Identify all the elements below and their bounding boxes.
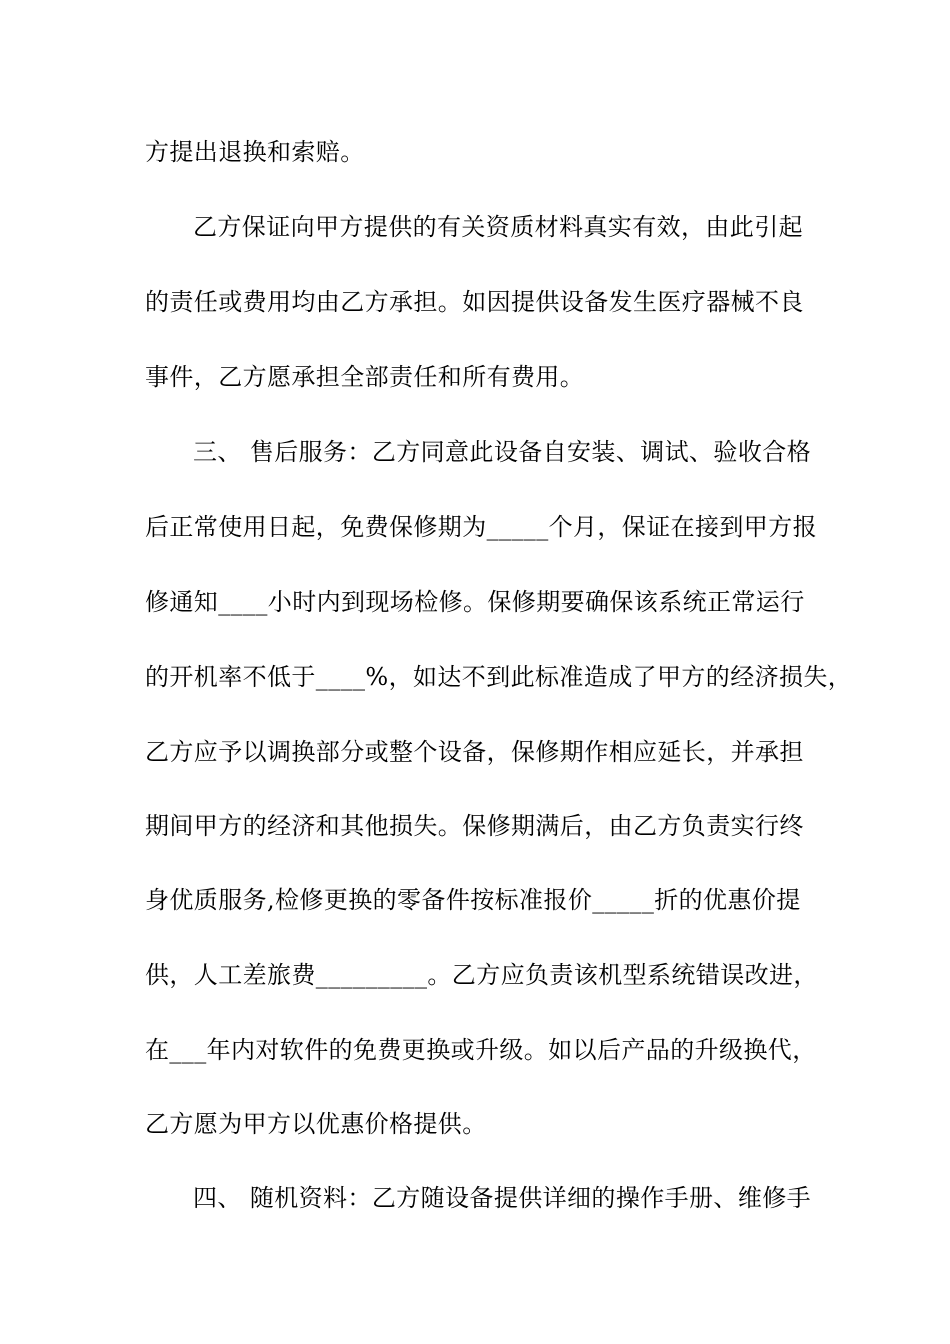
text-line: 在___年内对软件的免费更换或升级。如以后产品的升级换代， [145,1036,817,1064]
text-line: 乙方愿为甲方以优惠价格提供。 [145,1110,487,1138]
text-line: 身优质服务,检修更换的零备件按标准报价_____折的优惠价提 [145,886,801,914]
text-line: 乙方应予以调换部分或整个设备，保修期作相应延长，并承担 [145,738,804,766]
text-line: 供，人工差旅费_________。乙方应负责该机型系统错误改进， [145,961,818,989]
text-line: 期间甲方的经济和其他损失。保修期满后，由乙方负责实行终 [145,812,804,840]
text-line: 的开机率不低于____%，如达不到此标准造成了甲方的经济损失， [145,663,853,691]
text-line: 修通知____小时内到现场检修。保修期要确保该系统正常运行 [145,588,805,616]
text-line: 事件，乙方愿承担全部责任和所有费用。 [145,363,585,391]
paragraph-start-line: 乙方保证向甲方提供的有关资质材料真实有效，由此引起 [193,213,803,241]
text-line: 后正常使用日起，免费保修期为_____个月，保证在接到甲方报 [145,513,817,541]
section-heading-line: 四、 随机资料：乙方随设备提供详细的操作手册、维修手 [193,1184,812,1212]
text-line: 的责任或费用均由乙方承担。如因提供设备发生医疗器械不良 [145,288,804,316]
text-line: 方提出退换和索赔。 [145,138,365,166]
section-heading-line: 三、 售后服务：乙方同意此设备自安装、调试、验收合格 [193,438,812,466]
